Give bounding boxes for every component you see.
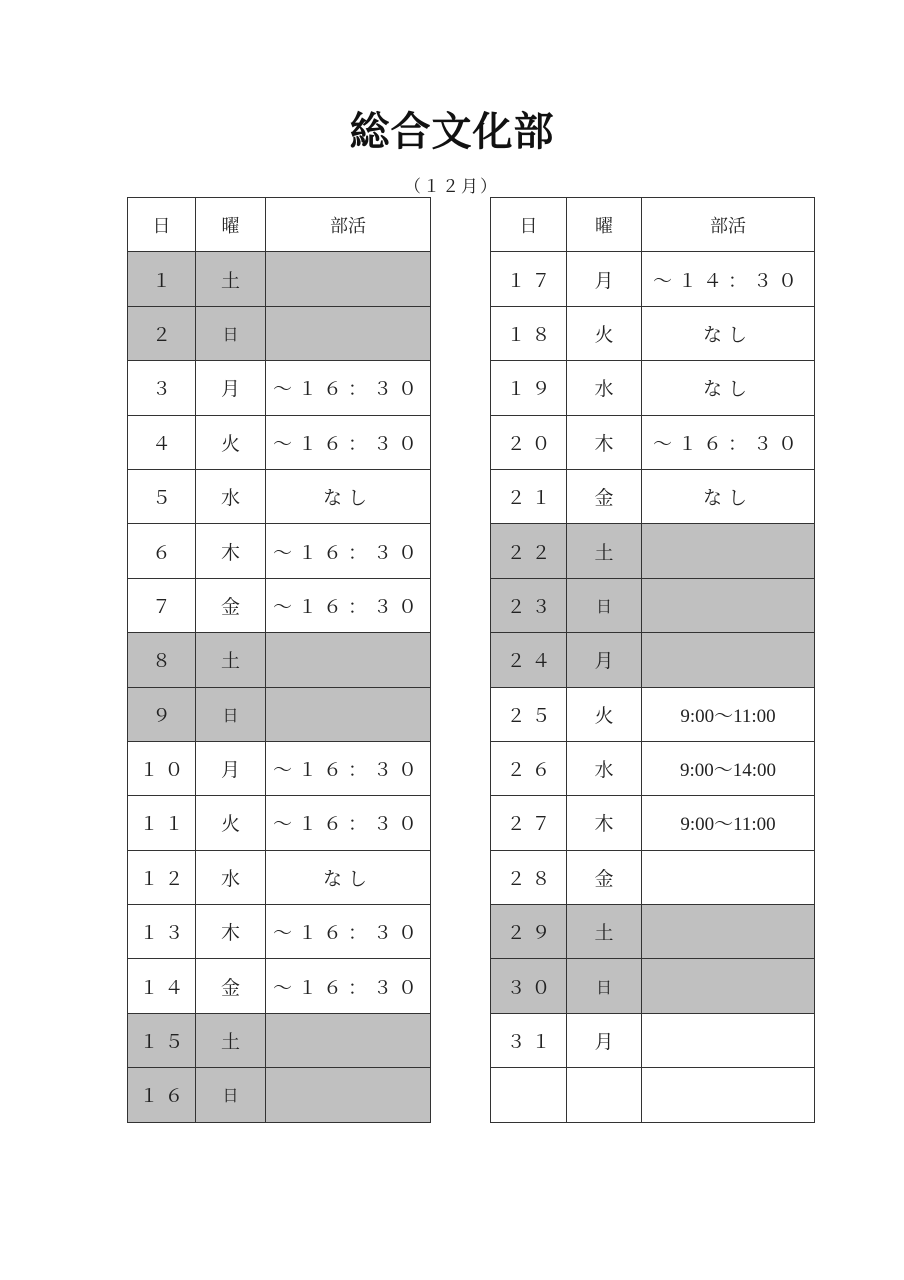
weekday-cell: 水 [196,469,266,523]
table-row [128,578,431,632]
table-row [128,741,431,795]
weekday-cell: 日 [196,687,266,741]
weekday-cell: 日 [567,578,642,632]
activity-cell: なし [642,306,815,360]
weekday-cell: 土 [567,524,642,578]
weekday-cell: 月 [196,741,266,795]
day-cell: ２４ [491,633,567,687]
weekday-cell: 火 [567,687,642,741]
activity-cell: 9:00～11:00 [642,796,815,850]
activity-cell [642,905,815,959]
schedule-table-right [490,197,815,1123]
weekday-cell: 水 [567,361,642,415]
weekday-cell: 金 [567,850,642,904]
weekday-cell: 土 [196,1013,266,1067]
activity-cell [266,252,431,306]
activity-cell: ～１６：３０ [266,361,431,415]
weekday-cell: 火 [196,415,266,469]
activity-cell: ～１６：３０ [266,905,431,959]
weekday-cell: 金 [196,959,266,1013]
weekday-cell: 水 [196,850,266,904]
weekday-cell: 土 [567,905,642,959]
day-cell: １４ [128,959,196,1013]
activity-cell: なし [266,469,431,523]
table-row [128,306,431,360]
day-cell: ２０ [491,415,567,469]
day-cell: ２３ [491,578,567,632]
day-cell: ２７ [491,796,567,850]
header-weekday: 曜 [567,198,642,252]
weekday-cell: 木 [567,796,642,850]
schedule-table-left [127,197,431,1123]
table-row [491,1013,815,1067]
activity-cell: 9:00～14:00 [642,741,815,795]
day-cell: ２２ [491,524,567,578]
day-cell: １６ [128,1068,196,1122]
weekday-cell [567,1068,642,1122]
table-row [491,415,815,469]
table-row [128,415,431,469]
table-row [491,361,815,415]
activity-cell [266,306,431,360]
table-row [491,252,815,306]
day-cell: １０ [128,741,196,795]
table-row [128,796,431,850]
activity-cell: ～１６：３０ [266,796,431,850]
activity-cell [642,633,815,687]
table-row [491,1068,815,1122]
day-cell: １３ [128,905,196,959]
day-cell: １９ [491,361,567,415]
activity-cell [642,959,815,1013]
month-subtitle: （１２月） [404,177,499,197]
day-cell: ２９ [491,905,567,959]
day-cell: ６ [128,524,196,578]
header-activity: 部活 [642,198,815,252]
activity-cell [642,578,815,632]
activity-cell [642,1068,815,1122]
activity-cell: ～１６：３０ [266,959,431,1013]
activity-cell: ～１４：３０ [642,252,815,306]
day-cell: ３０ [491,959,567,1013]
header-day: 日 [128,198,196,252]
activity-cell [266,633,431,687]
activity-cell: ～１６：３０ [266,741,431,795]
table-row [491,850,815,904]
activity-cell [266,687,431,741]
table-row [491,578,815,632]
day-cell: ７ [128,578,196,632]
table-row [491,905,815,959]
weekday-cell: 木 [196,905,266,959]
header-activity: 部活 [266,198,431,252]
weekday-cell: 火 [567,306,642,360]
activity-cell [642,1013,815,1067]
table-row [491,469,815,523]
table-row [491,524,815,578]
table-row [491,687,815,741]
table-row [128,959,431,1013]
day-cell: ９ [128,687,196,741]
activity-cell: ～１６：３０ [266,578,431,632]
weekday-cell: 日 [196,306,266,360]
weekday-cell: 火 [196,796,266,850]
day-cell: １５ [128,1013,196,1067]
day-cell: １ [128,252,196,306]
day-cell: １７ [491,252,567,306]
activity-cell [642,850,815,904]
day-cell: ２１ [491,469,567,523]
table-header-row [491,198,815,252]
activity-cell: なし [642,469,815,523]
weekday-cell: 月 [567,633,642,687]
weekday-cell: 月 [567,252,642,306]
weekday-cell: 金 [567,469,642,523]
table-row [491,959,815,1013]
table-header-row [128,198,431,252]
table-row [491,633,815,687]
weekday-cell: 日 [567,959,642,1013]
day-cell: ２８ [491,850,567,904]
weekday-cell: 土 [196,252,266,306]
activity-cell: 9:00～11:00 [642,687,815,741]
day-cell: ５ [128,469,196,523]
activity-cell: なし [642,361,815,415]
weekday-cell: 月 [196,361,266,415]
table-row [491,306,815,360]
activity-cell [642,524,815,578]
table-row [128,850,431,904]
day-cell: ２ [128,306,196,360]
table-row [128,469,431,523]
activity-cell: ～１６：３０ [642,415,815,469]
table-row [128,905,431,959]
day-cell: ２５ [491,687,567,741]
activity-cell: ～１６：３０ [266,415,431,469]
activity-cell [266,1068,431,1122]
activity-cell: なし [266,850,431,904]
table-row [128,524,431,578]
weekday-cell: 土 [196,633,266,687]
day-cell: ２６ [491,741,567,795]
header-weekday: 曜 [196,198,266,252]
day-cell: ４ [128,415,196,469]
table-row [128,1013,431,1067]
day-cell [491,1068,567,1122]
weekday-cell: 金 [196,578,266,632]
day-cell: １１ [128,796,196,850]
table-row [128,687,431,741]
page-title: 総合文化部 [349,108,555,155]
activity-cell [266,1013,431,1067]
weekday-cell: 月 [567,1013,642,1067]
weekday-cell: 木 [196,524,266,578]
table-row [128,1068,431,1122]
weekday-cell: 水 [567,741,642,795]
day-cell: ３１ [491,1013,567,1067]
table-row [491,796,815,850]
day-cell: ８ [128,633,196,687]
day-cell: １８ [491,306,567,360]
header-day: 日 [491,198,567,252]
table-row [491,741,815,795]
weekday-cell: 日 [196,1068,266,1122]
weekday-cell: 木 [567,415,642,469]
day-cell: １２ [128,850,196,904]
table-row [128,252,431,306]
activity-cell: ～１６：３０ [266,524,431,578]
day-cell: ３ [128,361,196,415]
table-row [128,633,431,687]
table-row [128,361,431,415]
